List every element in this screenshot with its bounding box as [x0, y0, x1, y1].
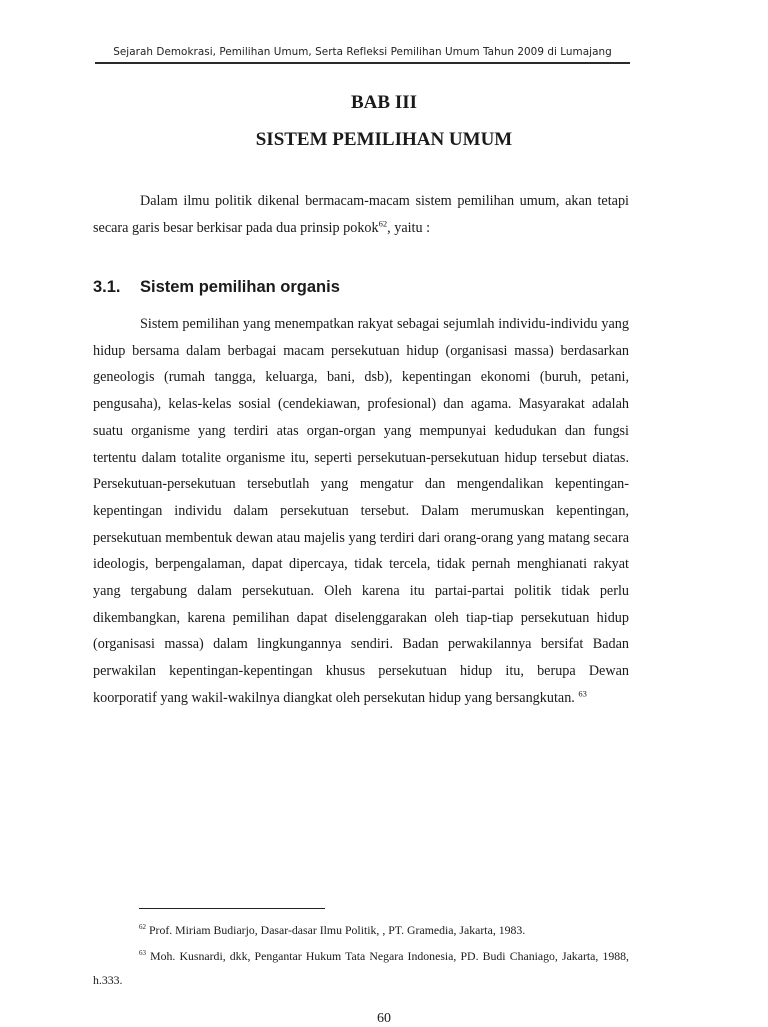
footnote-ref-63[interactable]: 63: [578, 688, 587, 699]
page-number: 60: [377, 1011, 391, 1026]
footnote-number-63: 63: [139, 949, 146, 958]
chapter-title: SISTEM PEMILIHAN UMUM: [255, 129, 513, 150]
footnote-63: [93, 944, 629, 992]
footnote-separator: [139, 908, 325, 909]
footnote-number-62: 62: [139, 923, 146, 932]
body-text: Sistem pemilihan yang menempatkan rakyat sebagai sejumlah individu-individu yang hidup bersama dalam berbagai macam persekutuan hidup (organisasi massa) berdasarkan geneologis (rumah tangga, keluarga, bani, dsb), kepentingan ekonomi (buruh, petani, pengusaha), kelas-kelas sosial (cendekiawan, profesional) dan agama. Masyarakat adalah suatu organisme yang terdiri atas organ-organ yang mempunyai kedudukan dan fungsi tertentu dalam totalite organisme itu, seperti persekutuan-persekutuan hidup tersebut diatas. Persekutuan-persekutuan tersebutlah yang mengatur dan mengendalikan kepentingan-kepentingan individu dalam persekutuan tersebut. Dalam merumuskan kepentingan, persekutuan membentuk dewan atau majelis yang terdiri dari orang-orang yang matang secara ideologis, berpengalaman, dapat dipercaya, tidak tercela, tidak pernah menghianati rakyat yang tergabung dalam persekutuan. Oleh karena itu partai-partai politik tidak perlu dikembangkan, karena pemilihan dapat diselenggarakan oleh tiap-tiap persekutuan hidup (organisasi massa) dalam lingkungannya sendiri. Badan perwakilannya bersifat Badan perwakilan kepentingan-kepentingan khusus persekutuan hidup itu, berupa Dewan koorporatif yang wakil-wakilnya diangkat oleh persekutan hidup yang bersangkutan.: [93, 316, 629, 706]
intro-text-after: , yaitu :: [387, 219, 431, 236]
running-header: Sejarah Demokrasi, Pemilihan Umum, Serta Refleksi Pemilihan Umum Tahun 2009 di Lumajang: [95, 46, 630, 64]
footnote-text-62: Prof. Miriam Budiarjo, Dasar-dasar Ilmu Politik, , PT. Gramedia, Jakarta, 1983.: [146, 923, 526, 937]
intro-text-before: Dalam ilmu politik dikenal bermacam-macam sistem pemilihan umum, akan tetapi secara garis besar berkisar pada dua prinsip pokok: [93, 193, 629, 236]
footnote-62: [93, 918, 629, 942]
body-paragraph: [93, 311, 629, 712]
chapter-number: BAB III: [351, 92, 417, 113]
footnote-ref-62[interactable]: 62: [378, 217, 388, 228]
footnote-text-63: Moh. Kusnardi, dkk, Pengantar Hukum Tata Negara Indonesia, PD. Budi Chaniago, Jakarta, 1988, h.333.: [93, 949, 629, 987]
intro-paragraph: [93, 188, 629, 241]
section-number: 3.1.: [93, 278, 121, 296]
section-heading: [93, 278, 340, 297]
section-title: Sistem pemilihan organis: [140, 278, 340, 296]
